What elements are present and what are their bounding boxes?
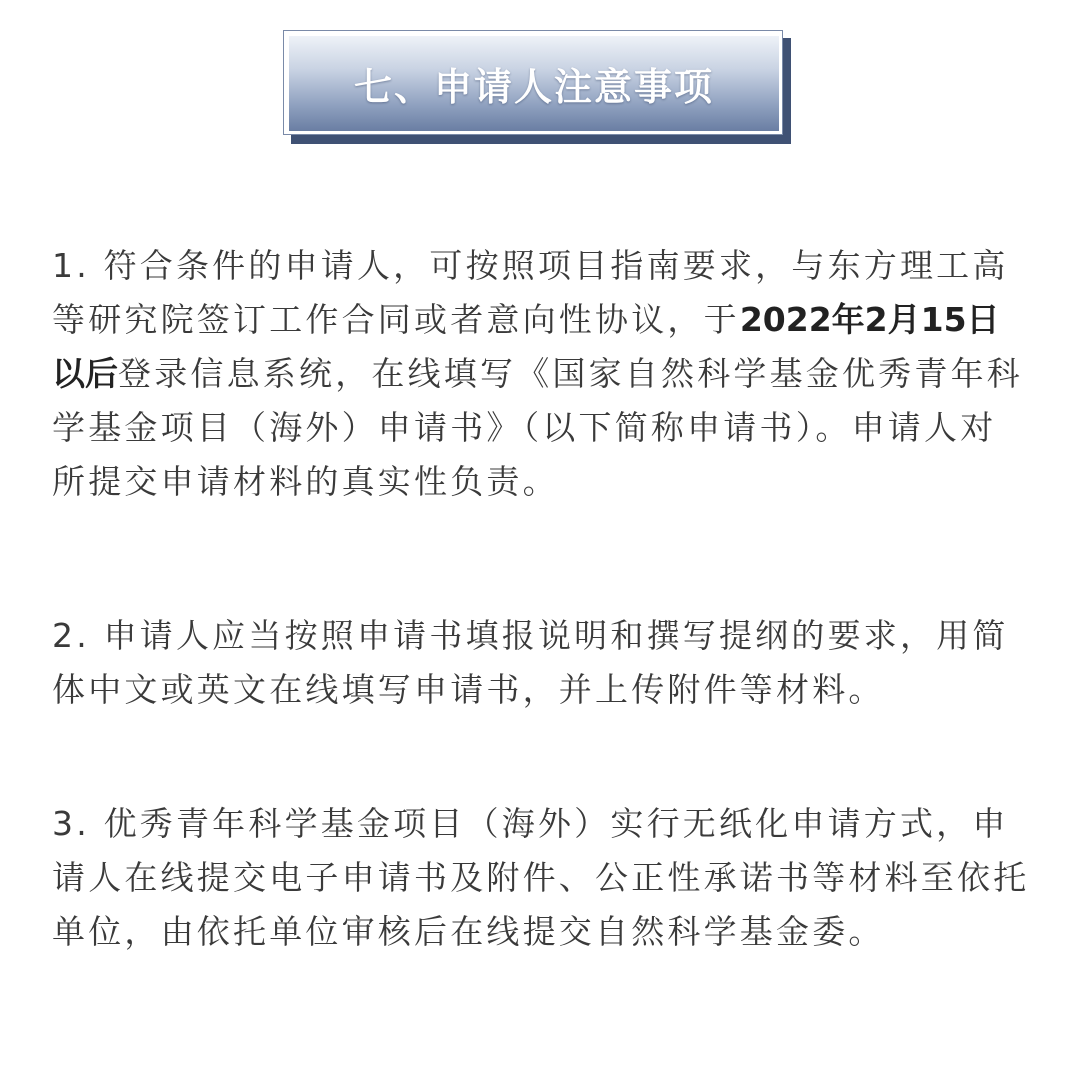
section-title: 七、申请人注意事项 — [353, 65, 714, 109]
notice-item-1-text-b: 登录信息系统，在线填写《国家自然科学基金优秀青年科学基金项目（海外）申请书》（以下简称申请书）。申请人对所提交申请材料的真实性负责。 — [52, 354, 1023, 501]
section-header — [283, 30, 791, 144]
header-frame — [283, 30, 783, 135]
notice-item-1-text-a: 1. 符合条件的申请人，可按照项目指南要求，与东方理工高等研究院签订工作合同或者意向性协议，于 — [52, 246, 1009, 339]
notice-item-3: 3. 优秀青年科学基金项目（海外）实行无纸化申请方式，申请人在线提交电子申请书及附件、公正性承诺书等材料至依托单位，由依托单位审核后在线提交自然科学基金委。 — [52, 804, 1030, 951]
notice-item-1 — [52, 239, 1032, 509]
header-banner — [289, 36, 779, 131]
notice-item-1-date: 2022年2月15日以后 — [52, 300, 1000, 393]
notice-item-2: 2. 申请人应当按照申请书填报说明和撰写提纲的要求，用简体中文或英文在线填写申请书，并上传附件等材料。 — [52, 616, 1009, 709]
